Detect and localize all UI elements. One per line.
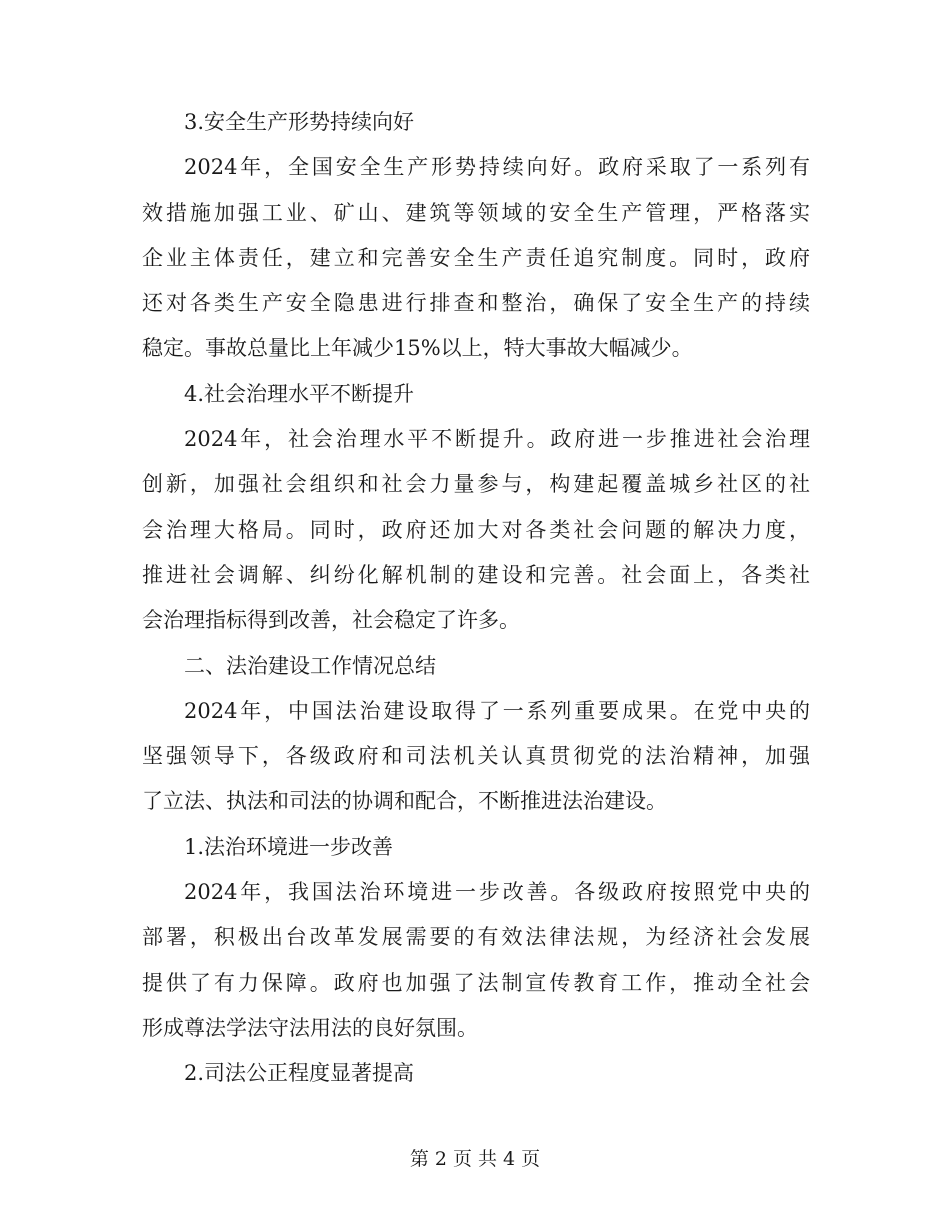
paragraph xyxy=(142,145,810,371)
paragraph xyxy=(142,825,810,870)
text-line: 2024年，全国安全生产形势持续向好。政府采取了一系列有 xyxy=(184,155,810,180)
paragraph xyxy=(142,870,810,1051)
page-number-label: 第 2 页 共 4 页 xyxy=(409,1148,541,1170)
document-body xyxy=(142,100,810,1097)
text-line: 2024年，中国法治建设取得了一系列重要成果。在党中央的 xyxy=(184,698,810,723)
text-line: 1.法治环境进一步改善 xyxy=(184,834,394,859)
text-line: 了立法、执法和司法的协调和配合，不断推进法治建设。 xyxy=(142,789,667,814)
text-line: 创新，加强社会组织和社会力量参与，构建起覆盖城乡社区的社 xyxy=(142,472,810,497)
paragraph xyxy=(142,644,810,689)
paragraph xyxy=(142,689,810,825)
text-line: 推进社会调解、纠纷化解机制的建设和完善。社会面上，各类社 xyxy=(142,562,810,587)
text-line: 效措施加强工业、矿山、建筑等领域的安全生产管理，严格落实 xyxy=(142,200,810,225)
text-line: 二、法治建设工作情况总结 xyxy=(184,653,436,678)
document-page xyxy=(142,100,810,1097)
text-line: 2024年，我国法治环境进一步改善。各级政府按照党中央的 xyxy=(184,880,810,905)
text-line: 会治理大格局。同时，政府还加大对各类社会问题的解决力度， xyxy=(142,517,810,542)
text-line: 2024年，社会治理水平不断提升。政府进一步推进社会治理 xyxy=(184,427,810,452)
text-line: 会治理指标得到改善，社会稳定了许多。 xyxy=(142,608,520,633)
paragraph xyxy=(142,372,810,417)
text-line: 形成尊法学法守法用法的良好氛围。 xyxy=(142,1015,478,1040)
text-line: 稳定。事故总量比上年减少15%以上，特大事故大幅减少。 xyxy=(142,336,693,361)
text-line: 坚强领导下，各级政府和司法机关认真贯彻党的法治精神，加强 xyxy=(142,744,810,769)
text-line: 4.社会治理水平不断提升 xyxy=(184,381,415,406)
paragraph xyxy=(142,1051,810,1096)
text-line: 2.司法公正程度显著提高 xyxy=(184,1061,415,1086)
text-line: 企业主体责任，建立和完善安全生产责任追究制度。同时，政府 xyxy=(142,245,810,270)
paragraph xyxy=(142,417,810,643)
text-line: 还对各类生产安全隐患进行排查和整治，确保了安全生产的持续 xyxy=(142,291,810,316)
page-footer xyxy=(0,1145,950,1173)
text-line: 3.安全生产形势持续向好 xyxy=(184,110,415,134)
text-line: 提供了有力保障。政府也加强了法制宣传教育工作，推动全社会 xyxy=(142,970,810,995)
text-line: 部署，积极出台改革发展需要的有效法律法规，为经济社会发展 xyxy=(142,925,810,950)
paragraph xyxy=(142,100,810,145)
